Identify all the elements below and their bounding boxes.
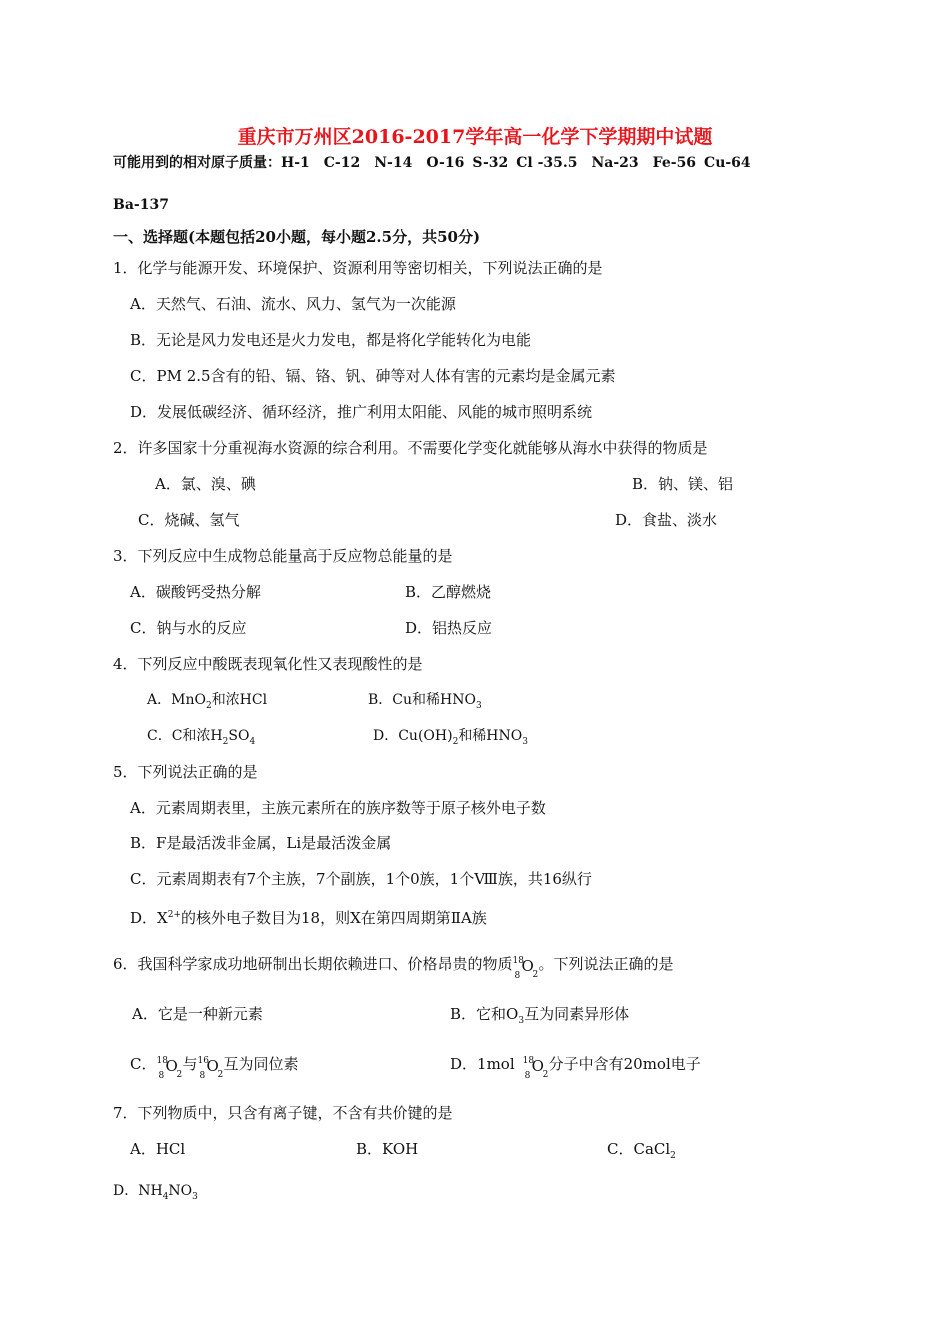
atomic-mass-overflow: Ba-137 xyxy=(113,197,169,213)
question-6-option-d: D．1mol 18 8 O 2 分子中含有20mol电子 xyxy=(450,1055,701,1081)
atomic-mass-item: H-1 xyxy=(281,155,310,171)
question-5-option-b: B．F是最活泼非金属，Li是最活泼金属 xyxy=(130,834,392,852)
question-1-option-a: A．天然气、石油、流水、风力、氢气为一次能源 xyxy=(130,295,456,313)
atomic-mass-item: Cl -35.5 xyxy=(516,155,578,171)
isotope-o18-formula: 18 8 O 2 xyxy=(156,1056,183,1081)
atomic-mass-line xyxy=(113,153,751,173)
question-5-option-c: C．元素周期表有7个主族，7个副族，1个0族，1个Ⅷ族，共16纵行 xyxy=(130,870,592,888)
question-5-option-d: D．$X^{2+}$的核外电子数目为18，则X在第四周期第ⅡA族 xyxy=(130,909,487,927)
atomic-mass-item: Cu-64 xyxy=(704,155,751,171)
question-1-option-d: D．发展低碳经济、循环经济，推广利用太阳能、风能的城市照明系统 xyxy=(130,403,593,421)
isotope-o18-formula: 18 8 O 2 xyxy=(522,1056,549,1081)
atomic-mass-item: C-12 xyxy=(323,155,361,171)
question-2-stem: 2．许多国家十分重视海水资源的综合利用。不需要化学变化就能够从海水中获得的物质是 xyxy=(113,439,708,457)
question-3-option-d: D．铝热反应 xyxy=(405,619,493,637)
question-6-option-c: C． 18 8 O 2 与 16 8 O 2 互为同位素 xyxy=(130,1055,299,1081)
section-heading: 一、选择题(本题包括20小题，每小题2.5分，共50分) xyxy=(113,228,481,246)
question-6-stem: 6．我国科学家成功地研制出长期依赖进口、价格昂贵的物质 18 8 O 2 。下列说法正确的是 xyxy=(113,955,674,981)
atomic-mass-item: Na-23 xyxy=(591,155,639,171)
question-4-stem: 4．下列反应中酸既表现氧化性又表现酸性的是 xyxy=(113,655,423,673)
question-2-option-c: C．烧碱、氢气 xyxy=(138,511,240,529)
question-5-option-a: A．元素周期表里，主族元素所在的族序数等于原子核外电子数 xyxy=(130,799,546,817)
atomic-mass-label: 可能用到的相对原子质量： xyxy=(113,155,281,171)
question-1-stem: 1．化学与能源开发、环境保护、资源利用等密切相关，下列说法正确的是 xyxy=(113,259,603,277)
page-title: 重庆市万州区2016-2017学年高一化学下学期期中试题 xyxy=(237,126,713,148)
question-7-option-a: A．HCl xyxy=(130,1140,186,1158)
question-7-option-b: B．KOH xyxy=(356,1140,419,1158)
atomic-mass-item: N-14 xyxy=(374,155,413,171)
question-2-option-d: D．食盐、淡水 xyxy=(615,511,718,529)
question-7-option-d: D．$NH_4NO_3$ xyxy=(113,1183,198,1202)
question-5-stem: 5．下列说法正确的是 xyxy=(113,763,258,781)
question-7-option-c: C．CaCl$_2$ xyxy=(607,1140,676,1161)
question-2-option-a: A．氯、溴、碘 xyxy=(155,475,256,493)
question-4-option-b: B．Cu和稀$HNO_3$ xyxy=(368,692,482,711)
question-2-option-b: B．钠、镁、铝 xyxy=(632,475,734,493)
question-1-option-b: B．无论是风力发电还是火力发电，都是将化学能转化为电能 xyxy=(130,331,532,349)
question-1-option-c: C．PM 2.5含有的铅、镉、铬、钒、砷等对人体有害的元素均是金属元素 xyxy=(130,367,616,385)
question-6-option-a: A．它是一种新元素 xyxy=(132,1005,263,1023)
question-6-option-b: B．它和$O_3$互为同素异形体 xyxy=(450,1005,630,1026)
isotope-o18-formula: 18 8 O 2 xyxy=(512,956,539,981)
question-4-option-c: C．C和浓$H_2SO_4$ xyxy=(147,728,256,747)
atomic-mass-item: Fe-56 xyxy=(652,155,697,171)
question-4-option-a: A．MnO$_2$和浓HCl xyxy=(147,692,268,711)
question-7-stem: 7．下列物质中，只含有离子键，不含有共价键的是 xyxy=(113,1104,453,1122)
question-3-option-c: C．钠与水的反应 xyxy=(130,619,247,637)
question-3-option-b: B．乙醇燃烧 xyxy=(405,583,492,601)
question-3-option-a: A．碳酸钙受热分解 xyxy=(130,583,261,601)
atomic-mass-item: S-32 xyxy=(472,155,509,171)
isotope-o16-formula: 16 8 O 2 xyxy=(197,1056,224,1081)
atomic-mass-item: O-16 xyxy=(426,155,465,171)
question-3-stem: 3．下列反应中生成物总能量高于反应物总能量的是 xyxy=(113,547,453,565)
question-4-option-d: D．$Cu(OH)_2$和稀$HNO_3$ xyxy=(373,728,528,747)
